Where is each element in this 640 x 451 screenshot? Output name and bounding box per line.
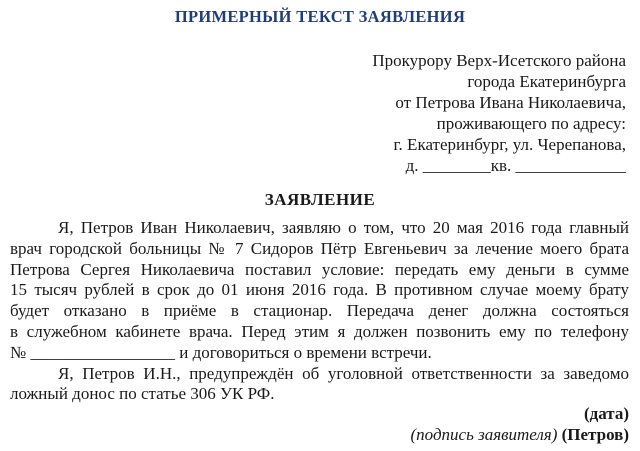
address-line: г. Екатеринбург, ул. Черепанова, [393, 135, 626, 154]
body-line: будет отказано в приёме в стационар. Передача денег должна состояться [10, 301, 629, 321]
body-line: 15 тысяч рублей в срок до 01 июня 2016 года. В противном случае моему брату [10, 280, 629, 300]
address-line: города Екатеринбурга [467, 72, 626, 91]
address-line: от Петрова Ивана Николаевича, [395, 93, 626, 112]
paragraph-main [10, 218, 629, 364]
body-line: в служебном кабинете врача. Перед этим я должен позвонить ему по телефону [10, 321, 629, 341]
body-line: № _________________ и договориться о времени встречи. [10, 342, 432, 362]
paragraph-warning [10, 364, 629, 406]
body-line: Я, Петров И.Н., предупреждён об уголовной ответственности за заведомо [58, 363, 629, 383]
body-line: Я, Петров Иван Николаевич, заявляю о том, что 20 мая 2016 года главный [58, 218, 629, 237]
statement-title: ЗАЯВЛЕНИЕ [264, 190, 376, 209]
body-line: врач городской больницы № 7 Сидоров Пётр Евгеньевич за лечение моего брата [10, 238, 629, 258]
address-line: Прокурору Верх-Исетского района [372, 51, 626, 70]
statement-body [10, 218, 629, 405]
signature-block [411, 425, 629, 445]
date-placeholder: (дата) [583, 404, 629, 423]
document-heading: ПРИМЕРНЫЙ ТЕКСТ ЗАЯВЛЕНИЯ [174, 7, 466, 26]
body-line: Петрова Сергея Николаевича поставил условие: передать ему деньги в сумме [10, 259, 629, 279]
address-line: проживающего по адресу: [436, 114, 626, 133]
signature-label: (подпись заявителя) [410, 425, 558, 444]
body-line: ложный донос по статье 306 УК РФ. [10, 384, 275, 404]
signature-name: (Петров) [561, 425, 629, 444]
addressee-block [296, 50, 626, 176]
address-line: д. ________кв. _____________ [405, 156, 626, 175]
